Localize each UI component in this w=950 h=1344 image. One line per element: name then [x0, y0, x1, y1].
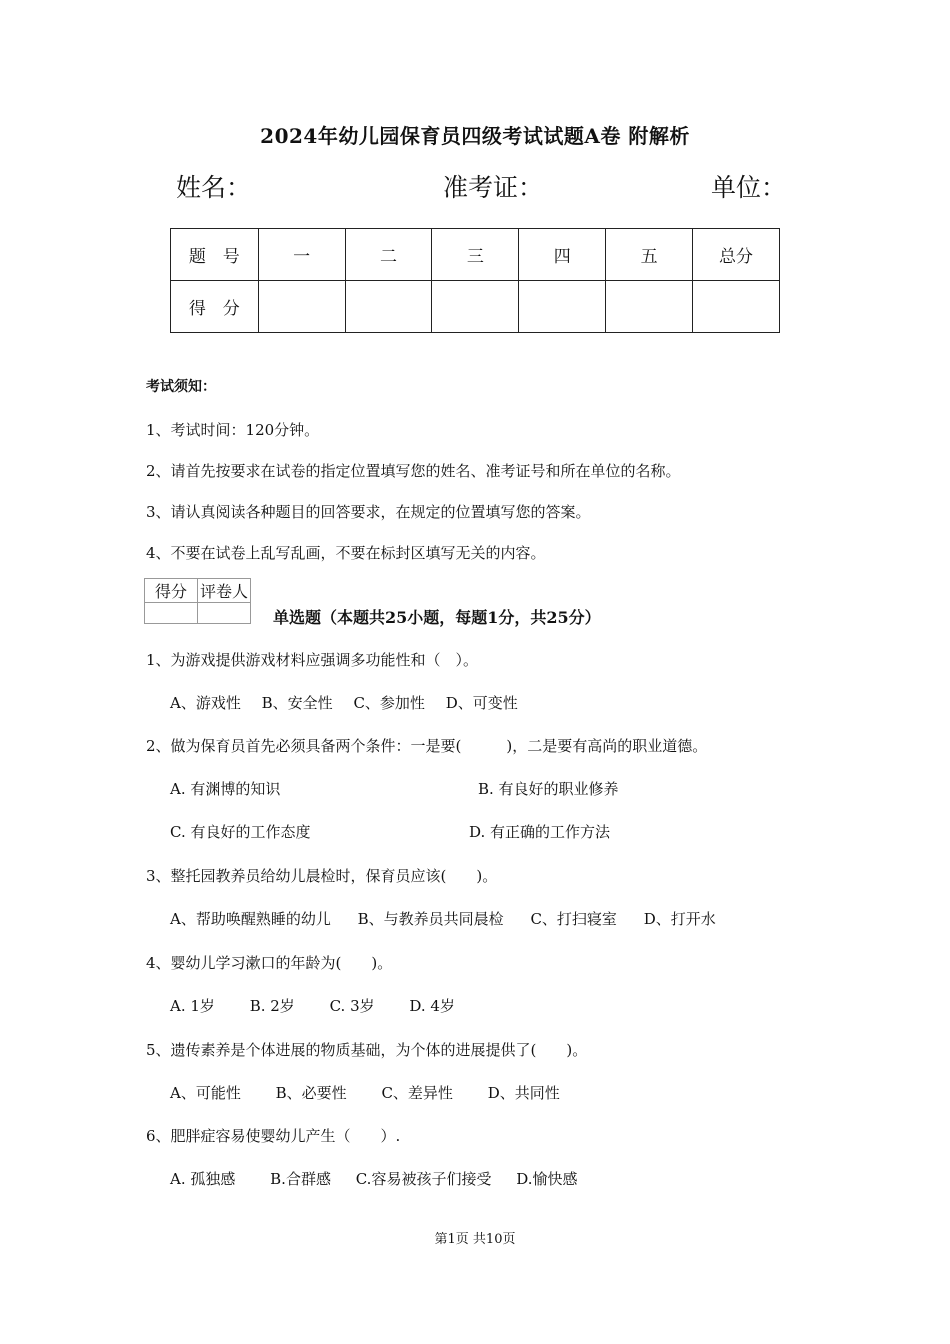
- option: D、打开水: [643, 910, 716, 928]
- notice-item: 2、请首先按要求在试卷的指定位置填写您的姓名、准考证号和所在单位的名称。: [146, 462, 681, 480]
- document-title: 2024年幼儿园保育员四级考试试题A卷 附解析: [260, 124, 690, 148]
- option: D. 有正确的工作方法: [469, 823, 611, 841]
- notice-item: 3、请认真阅读各种题目的回答要求，在规定的位置填写您的答案。: [146, 503, 591, 521]
- score-table-score-row: [171, 281, 780, 333]
- grader-reviewer-label: 评卷人: [198, 579, 251, 603]
- score-table-header-row: [171, 229, 780, 281]
- option: A、可能性: [170, 1084, 241, 1102]
- question-options: [170, 692, 518, 713]
- grader-score-label: 得分: [145, 579, 198, 603]
- question-options: [170, 1082, 560, 1103]
- score-table-row-label: 得 分: [171, 281, 259, 333]
- score-cell: [606, 281, 693, 333]
- option: A、游戏性: [170, 694, 241, 712]
- exam-number-field-label: 准考证：: [443, 173, 544, 202]
- option: A. 1岁: [170, 997, 215, 1015]
- unit-field-label: 单位：: [711, 173, 787, 202]
- question-text: 1、为游戏提供游戏材料应强调多功能性和（ ）。: [146, 651, 479, 669]
- score-table-header-cell: 一: [258, 229, 345, 281]
- option: D、共同性: [487, 1084, 560, 1102]
- notice-item: 1、考试时间：120分钟。: [146, 421, 320, 439]
- question-text: 5、遗传素养是个体进展的物质基础，为个体的进展提供了( )。: [146, 1041, 588, 1059]
- option: A. 有渊博的知识: [170, 780, 281, 798]
- score-table-header-cell: 总分: [693, 229, 780, 281]
- question-text: 3、整托园教养员给幼儿晨检时，保育员应该( )。: [146, 867, 498, 885]
- option: D. 4岁: [409, 997, 455, 1015]
- score-table-header-cell: 五: [606, 229, 693, 281]
- option: B.合群感: [270, 1170, 331, 1188]
- score-table: [170, 228, 780, 333]
- option: D、可变性: [445, 694, 518, 712]
- option: C. 3岁: [329, 997, 375, 1015]
- grader-reviewer-cell: [198, 603, 251, 624]
- score-cell: [519, 281, 606, 333]
- score-cell: [693, 281, 780, 333]
- option: B、必要性: [275, 1084, 347, 1102]
- score-cell: [345, 281, 432, 333]
- score-cell: [258, 281, 345, 333]
- score-table-header-cell: 四: [519, 229, 606, 281]
- option: A、帮助唤醒熟睡的幼儿: [170, 910, 331, 928]
- score-cell: [432, 281, 519, 333]
- option: C、打扫寝室: [530, 910, 617, 928]
- grader-table: [144, 578, 251, 624]
- section-title: 单选题（本题共25小题，每题1分，共25分）: [273, 608, 601, 627]
- question-options: [170, 995, 455, 1016]
- option: D.愉快感: [516, 1170, 578, 1188]
- score-table-header-cell: 二: [345, 229, 432, 281]
- option: B、与教养员共同晨检: [357, 910, 504, 928]
- question-text: 6、肥胖症容易使婴幼儿产生（ ）.: [146, 1127, 401, 1145]
- option: B. 2岁: [249, 997, 295, 1015]
- question-options: [170, 908, 716, 929]
- notice-heading: 考试须知：: [146, 379, 216, 395]
- question-options: [170, 1168, 578, 1189]
- option: A. 孤独感: [170, 1170, 236, 1188]
- notice-item: 4、不要在试卷上乱写乱画，不要在标封区填写无关的内容。: [146, 544, 546, 562]
- score-table-header-cell: 三: [432, 229, 519, 281]
- name-field-label: 姓名：: [176, 173, 252, 202]
- option: B、安全性: [261, 694, 333, 712]
- option: C、差异性: [381, 1084, 453, 1102]
- option: B. 有良好的职业修养: [478, 780, 619, 798]
- option: C、参加性: [353, 694, 425, 712]
- page-footer: 第1页 共10页: [434, 1232, 516, 1247]
- question-text: 4、婴幼儿学习漱口的年龄为( )。: [146, 954, 393, 972]
- option: C.容易被孩子们接受: [355, 1170, 492, 1188]
- grader-score-cell: [145, 603, 198, 624]
- option: C. 有良好的工作态度: [170, 823, 311, 841]
- question-text: 2、做为保育员首先必须具备两个条件：一是要( )，二是要有高尚的职业道德。: [146, 737, 708, 755]
- score-table-header-cell: 题 号: [171, 229, 259, 281]
